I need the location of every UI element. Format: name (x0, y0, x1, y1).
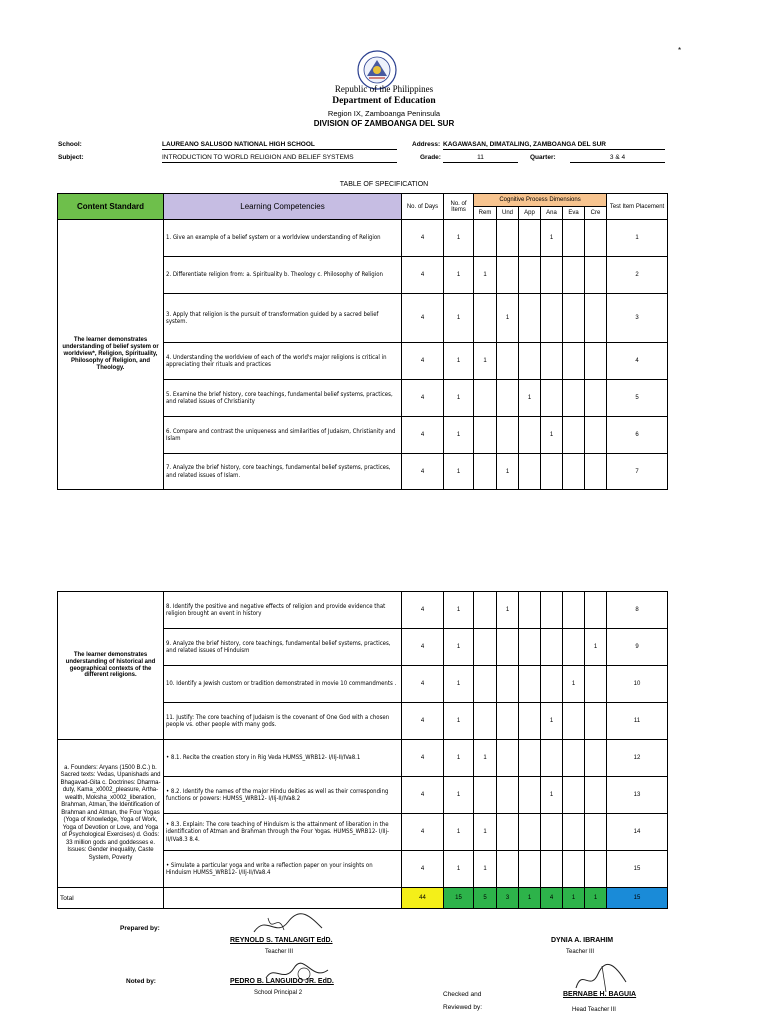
checker-name: BERNABE H. BAGUIA (563, 991, 637, 998)
corner-mark: * (678, 46, 682, 55)
ana-cell (541, 740, 563, 777)
level-ana-header: Ana (541, 207, 563, 220)
app-cell (519, 703, 541, 740)
rem-cell: 1 (474, 814, 497, 851)
level-eva-header: Eva (563, 207, 585, 220)
und-cell (497, 380, 519, 417)
rem-cell: 1 (474, 343, 497, 380)
grade-value: 11 (443, 153, 518, 163)
grade-label: Grade: (420, 154, 441, 161)
school-label: School: (58, 141, 82, 148)
competency-cell: 4. Understanding the worldview of each of the world's major religions is critical in appreciating their rituals and practices (164, 343, 402, 380)
competency-cell: • 8.3. Explain: The core teaching of Hinduism is the attainment of liberation in the identification of Atman and Brahman through the Four Yogas. HUMSS_WRB12- I/IIj-II/IVa8.3 8.4. (164, 814, 402, 851)
rem-cell (474, 294, 497, 343)
place-cell: 1 (607, 220, 668, 257)
eva-cell (563, 343, 585, 380)
place-cell: 4 (607, 343, 668, 380)
eva-cell (563, 454, 585, 490)
page2-rows-a (58, 592, 668, 740)
level-rem-header: Rem (474, 207, 497, 220)
rem-cell (474, 454, 497, 490)
total-app: 1 (519, 888, 541, 909)
days-cell: 4 (402, 294, 444, 343)
place-cell: 10 (607, 666, 668, 703)
content-standard-cell: The learner demonstrates understanding of historical and geographical contexts of the different religions. (58, 592, 164, 740)
eva-cell (563, 220, 585, 257)
table-row (58, 740, 668, 777)
cre-cell (585, 666, 607, 703)
app-cell (519, 851, 541, 888)
page1-rows (58, 220, 668, 490)
app-cell (519, 666, 541, 703)
level-cre-header: Cre (585, 207, 607, 220)
cre-cell (585, 592, 607, 629)
competency-cell: 9. Analyze the brief history, core teachings, fundamental belief systems, practices, and related issues of Hinduism (164, 629, 402, 666)
content-standard-cell: The learner demonstrates understanding of belief system or worldview*, Religion, Spirituality, Philosophy of Religion, and Theology. (58, 220, 164, 490)
noter-name: PEDRO B. LANGUIDO JR. EdD. (230, 978, 334, 985)
app-cell (519, 592, 541, 629)
competency-cell: 1. Give an example of a belief system or a worldview understanding of Religion (164, 220, 402, 257)
ana-cell: 1 (541, 703, 563, 740)
prepared-by-label: Prepared by: (120, 925, 160, 932)
cre-cell (585, 380, 607, 417)
place-cell: 14 (607, 814, 668, 851)
rem-cell: 1 (474, 257, 497, 294)
items-header: No. of Items (444, 194, 474, 220)
app-cell (519, 343, 541, 380)
checked-label-1: Checked and (443, 991, 482, 998)
eva-cell (563, 740, 585, 777)
days-cell: 4 (402, 740, 444, 777)
rem-cell (474, 703, 497, 740)
eva-cell (563, 703, 585, 740)
und-cell (497, 740, 519, 777)
table-row (58, 592, 668, 629)
days-cell: 4 (402, 629, 444, 666)
eva-cell (563, 294, 585, 343)
days-cell: 4 (402, 592, 444, 629)
preparer-2-role: Teacher III (566, 949, 595, 955)
total-row (58, 888, 668, 909)
days-cell: 4 (402, 777, 444, 814)
rem-cell (474, 629, 497, 666)
table-title: TABLE OF SPECIFICATION (339, 181, 429, 188)
und-cell (497, 814, 519, 851)
ana-cell (541, 666, 563, 703)
ana-cell (541, 814, 563, 851)
place-cell: 9 (607, 629, 668, 666)
department-line: Department of Education (332, 96, 436, 106)
days-cell: 4 (402, 703, 444, 740)
und-cell: 1 (497, 294, 519, 343)
und-cell (497, 343, 519, 380)
eva-cell (563, 257, 585, 294)
und-cell (497, 666, 519, 703)
preparer-1-role: Teacher III (265, 949, 294, 955)
preparer-1-name: REYNOLD S. TANLANGIT EdD. (230, 937, 333, 944)
competency-cell: 3. Apply that religion is the pursuit of transformation guided by a sacred belief system. (164, 294, 402, 343)
und-cell (497, 257, 519, 294)
rem-cell: 1 (474, 851, 497, 888)
competency-cell: • Simulate a particular yoga and write a reflection paper on your insights on Hinduism HUMSS_WRB12- I/IIj-II/IVa8.4 (164, 851, 402, 888)
place-cell: 7 (607, 454, 668, 490)
cre-cell: 1 (585, 629, 607, 666)
subject-label: Subject: (58, 154, 84, 161)
und-cell (497, 777, 519, 814)
eva-cell (563, 851, 585, 888)
total-und: 3 (497, 888, 519, 909)
items-cell: 1 (444, 454, 474, 490)
und-cell (497, 220, 519, 257)
items-cell: 1 (444, 851, 474, 888)
total-rem: 5 (474, 888, 497, 909)
place-cell: 11 (607, 703, 668, 740)
items-cell: 1 (444, 740, 474, 777)
ana-cell (541, 851, 563, 888)
level-app-header: App (519, 207, 541, 220)
ana-cell (541, 592, 563, 629)
ana-cell: 1 (541, 417, 563, 454)
competency-cell: 11. Justify: The core teaching of Judaism is the covenant of One God with a chosen people vs. other people with many gods. (164, 703, 402, 740)
ana-cell (541, 294, 563, 343)
level-und-header: Und (497, 207, 519, 220)
total-ana: 4 (541, 888, 563, 909)
app-cell (519, 220, 541, 257)
cre-cell (585, 703, 607, 740)
specification-table-page1 (57, 193, 668, 490)
app-cell (519, 454, 541, 490)
rem-cell (474, 777, 497, 814)
cre-cell (585, 294, 607, 343)
place-cell: 5 (607, 380, 668, 417)
place-cell: 13 (607, 777, 668, 814)
place-cell: 8 (607, 592, 668, 629)
cre-cell (585, 851, 607, 888)
app-cell (519, 629, 541, 666)
division-line: DIVISION OF ZAMBOANGA DEL SUR (313, 119, 455, 128)
placement-header: Test Item Placement (607, 194, 668, 220)
app-cell (519, 740, 541, 777)
days-cell: 4 (402, 417, 444, 454)
eva-cell (563, 814, 585, 851)
competency-cell: 5. Examine the brief history, core teachings, fundamental belief systems, practices, and related issues of Christianity (164, 380, 402, 417)
place-cell: 15 (607, 851, 668, 888)
cre-cell (585, 740, 607, 777)
app-cell (519, 294, 541, 343)
ana-cell (541, 343, 563, 380)
content-standard-header: Content Standard (58, 194, 164, 220)
cre-cell (585, 343, 607, 380)
preparer-2-name: DYNIA A. IBRAHIM (551, 937, 614, 944)
competency-cell: • 8.2. Identify the names of the major Hindu deities as well as their corresponding functions or powers: HUMSS_WRB12- I/IIj-II/IVa8.2 (164, 777, 402, 814)
items-cell: 1 (444, 777, 474, 814)
content-standard-cell: a. Founders: Aryans (1500 B.C.) b. Sacred texts: Vedas, Upanishads and Bhagavad-Gita c. Doctrines: Dharma-duty, Kama_x0002_pleasure, Artha-wealth, Moksha_x0002_liberation, Brahman, Atman, the Identification of Brahman and Atman, the Four Yogas (Yoga of Knowledge, Yoga of Work, Yoga of Devotion or Love, and Yoga of Psychological Exercises) d. Gods: 33 million gods and goddesses e. Issues: Gender inequality, Caste System, Poverty (58, 740, 164, 888)
items-cell: 1 (444, 814, 474, 851)
place-cell: 12 (607, 740, 668, 777)
days-cell: 4 (402, 851, 444, 888)
days-cell: 4 (402, 257, 444, 294)
learning-competencies-header: Learning Competencies (164, 194, 402, 220)
checked-label-2: Reviewed by: (443, 1004, 483, 1011)
region-line: Region IX, Zamboanga Peninsula (327, 109, 441, 118)
items-cell: 1 (444, 703, 474, 740)
days-cell: 4 (402, 220, 444, 257)
items-cell: 1 (444, 666, 474, 703)
total-placement: 15 (607, 888, 668, 909)
competency-cell: 7. Analyze the brief history, core teachings, fundamental belief systems, practices, and related issues of Islam. (164, 454, 402, 490)
quarter-label: Quarter: (530, 154, 556, 161)
und-cell (497, 703, 519, 740)
cognitive-header: Cognitive Process Dimensions (474, 194, 607, 207)
und-cell (497, 851, 519, 888)
eva-cell: 1 (563, 666, 585, 703)
items-cell: 1 (444, 294, 474, 343)
eva-cell (563, 417, 585, 454)
items-cell: 1 (444, 592, 474, 629)
days-cell: 4 (402, 454, 444, 490)
place-cell: 2 (607, 257, 668, 294)
eva-cell (563, 380, 585, 417)
ana-cell (541, 454, 563, 490)
table-row (58, 220, 668, 257)
competency-cell: 8. Identify the positive and negative effects of religion and provide evidence that religion brought an event in history (164, 592, 402, 629)
rem-cell: 1 (474, 740, 497, 777)
noted-by-label: Noted by: (126, 978, 156, 985)
cre-cell (585, 220, 607, 257)
checker-role: Head Teacher III (572, 1007, 616, 1013)
items-cell: 1 (444, 629, 474, 666)
signature-mark-2 (258, 958, 338, 993)
cre-cell (585, 454, 607, 490)
und-cell: 1 (497, 592, 519, 629)
rem-cell (474, 666, 497, 703)
cre-cell (585, 814, 607, 851)
items-cell: 1 (444, 380, 474, 417)
eva-cell (563, 629, 585, 666)
rem-cell (474, 417, 497, 454)
ana-cell (541, 257, 563, 294)
app-cell (519, 257, 541, 294)
days-cell: 4 (402, 380, 444, 417)
days-header: No. of Days (402, 194, 444, 220)
subject-value: INTRODUCTION TO WORLD RELIGION AND BELIEF SYSTEMS (162, 153, 397, 163)
und-cell (497, 629, 519, 666)
competency-cell: 10. Identify a Jewish custom or tradition demonstrated in movie 10 commandments . (164, 666, 402, 703)
cre-cell (585, 257, 607, 294)
total-items: 15 (444, 888, 474, 909)
days-cell: 4 (402, 814, 444, 851)
days-cell: 4 (402, 666, 444, 703)
total-label: Total (58, 888, 164, 909)
app-cell (519, 777, 541, 814)
cre-cell (585, 777, 607, 814)
competency-cell: • 8.1. Recite the creation story in Rig Veda HUMSS_WRB12- I/IIj-II/IVa8.1 (164, 740, 402, 777)
cre-cell (585, 417, 607, 454)
total-eva: 1 (563, 888, 585, 909)
rem-cell (474, 380, 497, 417)
place-cell: 3 (607, 294, 668, 343)
republic-line: Republic of the Philippines (334, 84, 434, 94)
und-cell (497, 417, 519, 454)
school-value: LAUREANO SALUSOD NATIONAL HIGH SCHOOL (162, 140, 397, 150)
eva-cell (563, 777, 585, 814)
ana-cell (541, 629, 563, 666)
address-value: KAGAWASAN, DIMATALING, ZAMBOANGA DEL SUR (443, 140, 665, 150)
days-cell: 4 (402, 343, 444, 380)
ana-cell: 1 (541, 777, 563, 814)
app-cell: 1 (519, 380, 541, 417)
total-days: 44 (402, 888, 444, 909)
und-cell: 1 (497, 454, 519, 490)
app-cell (519, 814, 541, 851)
rem-cell (474, 220, 497, 257)
total-cre: 1 (585, 888, 607, 909)
place-cell: 6 (607, 417, 668, 454)
items-cell: 1 (444, 343, 474, 380)
noter-role: School Principal 2 (254, 990, 303, 996)
items-cell: 1 (444, 220, 474, 257)
specification-table-page2 (57, 591, 668, 909)
competency-cell: 6. Compare and contrast the uniqueness and similarities of Judaism, Christianity and Islam (164, 417, 402, 454)
ana-cell (541, 380, 563, 417)
eva-cell (563, 592, 585, 629)
page2-rows-b (58, 740, 668, 888)
competency-cell: 2. Differentiate religion from: a. Spirituality b. Theology c. Philosophy of Religion (164, 257, 402, 294)
address-label: Address: (412, 141, 441, 148)
items-cell: 1 (444, 257, 474, 294)
rem-cell (474, 592, 497, 629)
app-cell (519, 417, 541, 454)
items-cell: 1 (444, 417, 474, 454)
ana-cell: 1 (541, 220, 563, 257)
quarter-value: 3 & 4 (570, 153, 665, 163)
